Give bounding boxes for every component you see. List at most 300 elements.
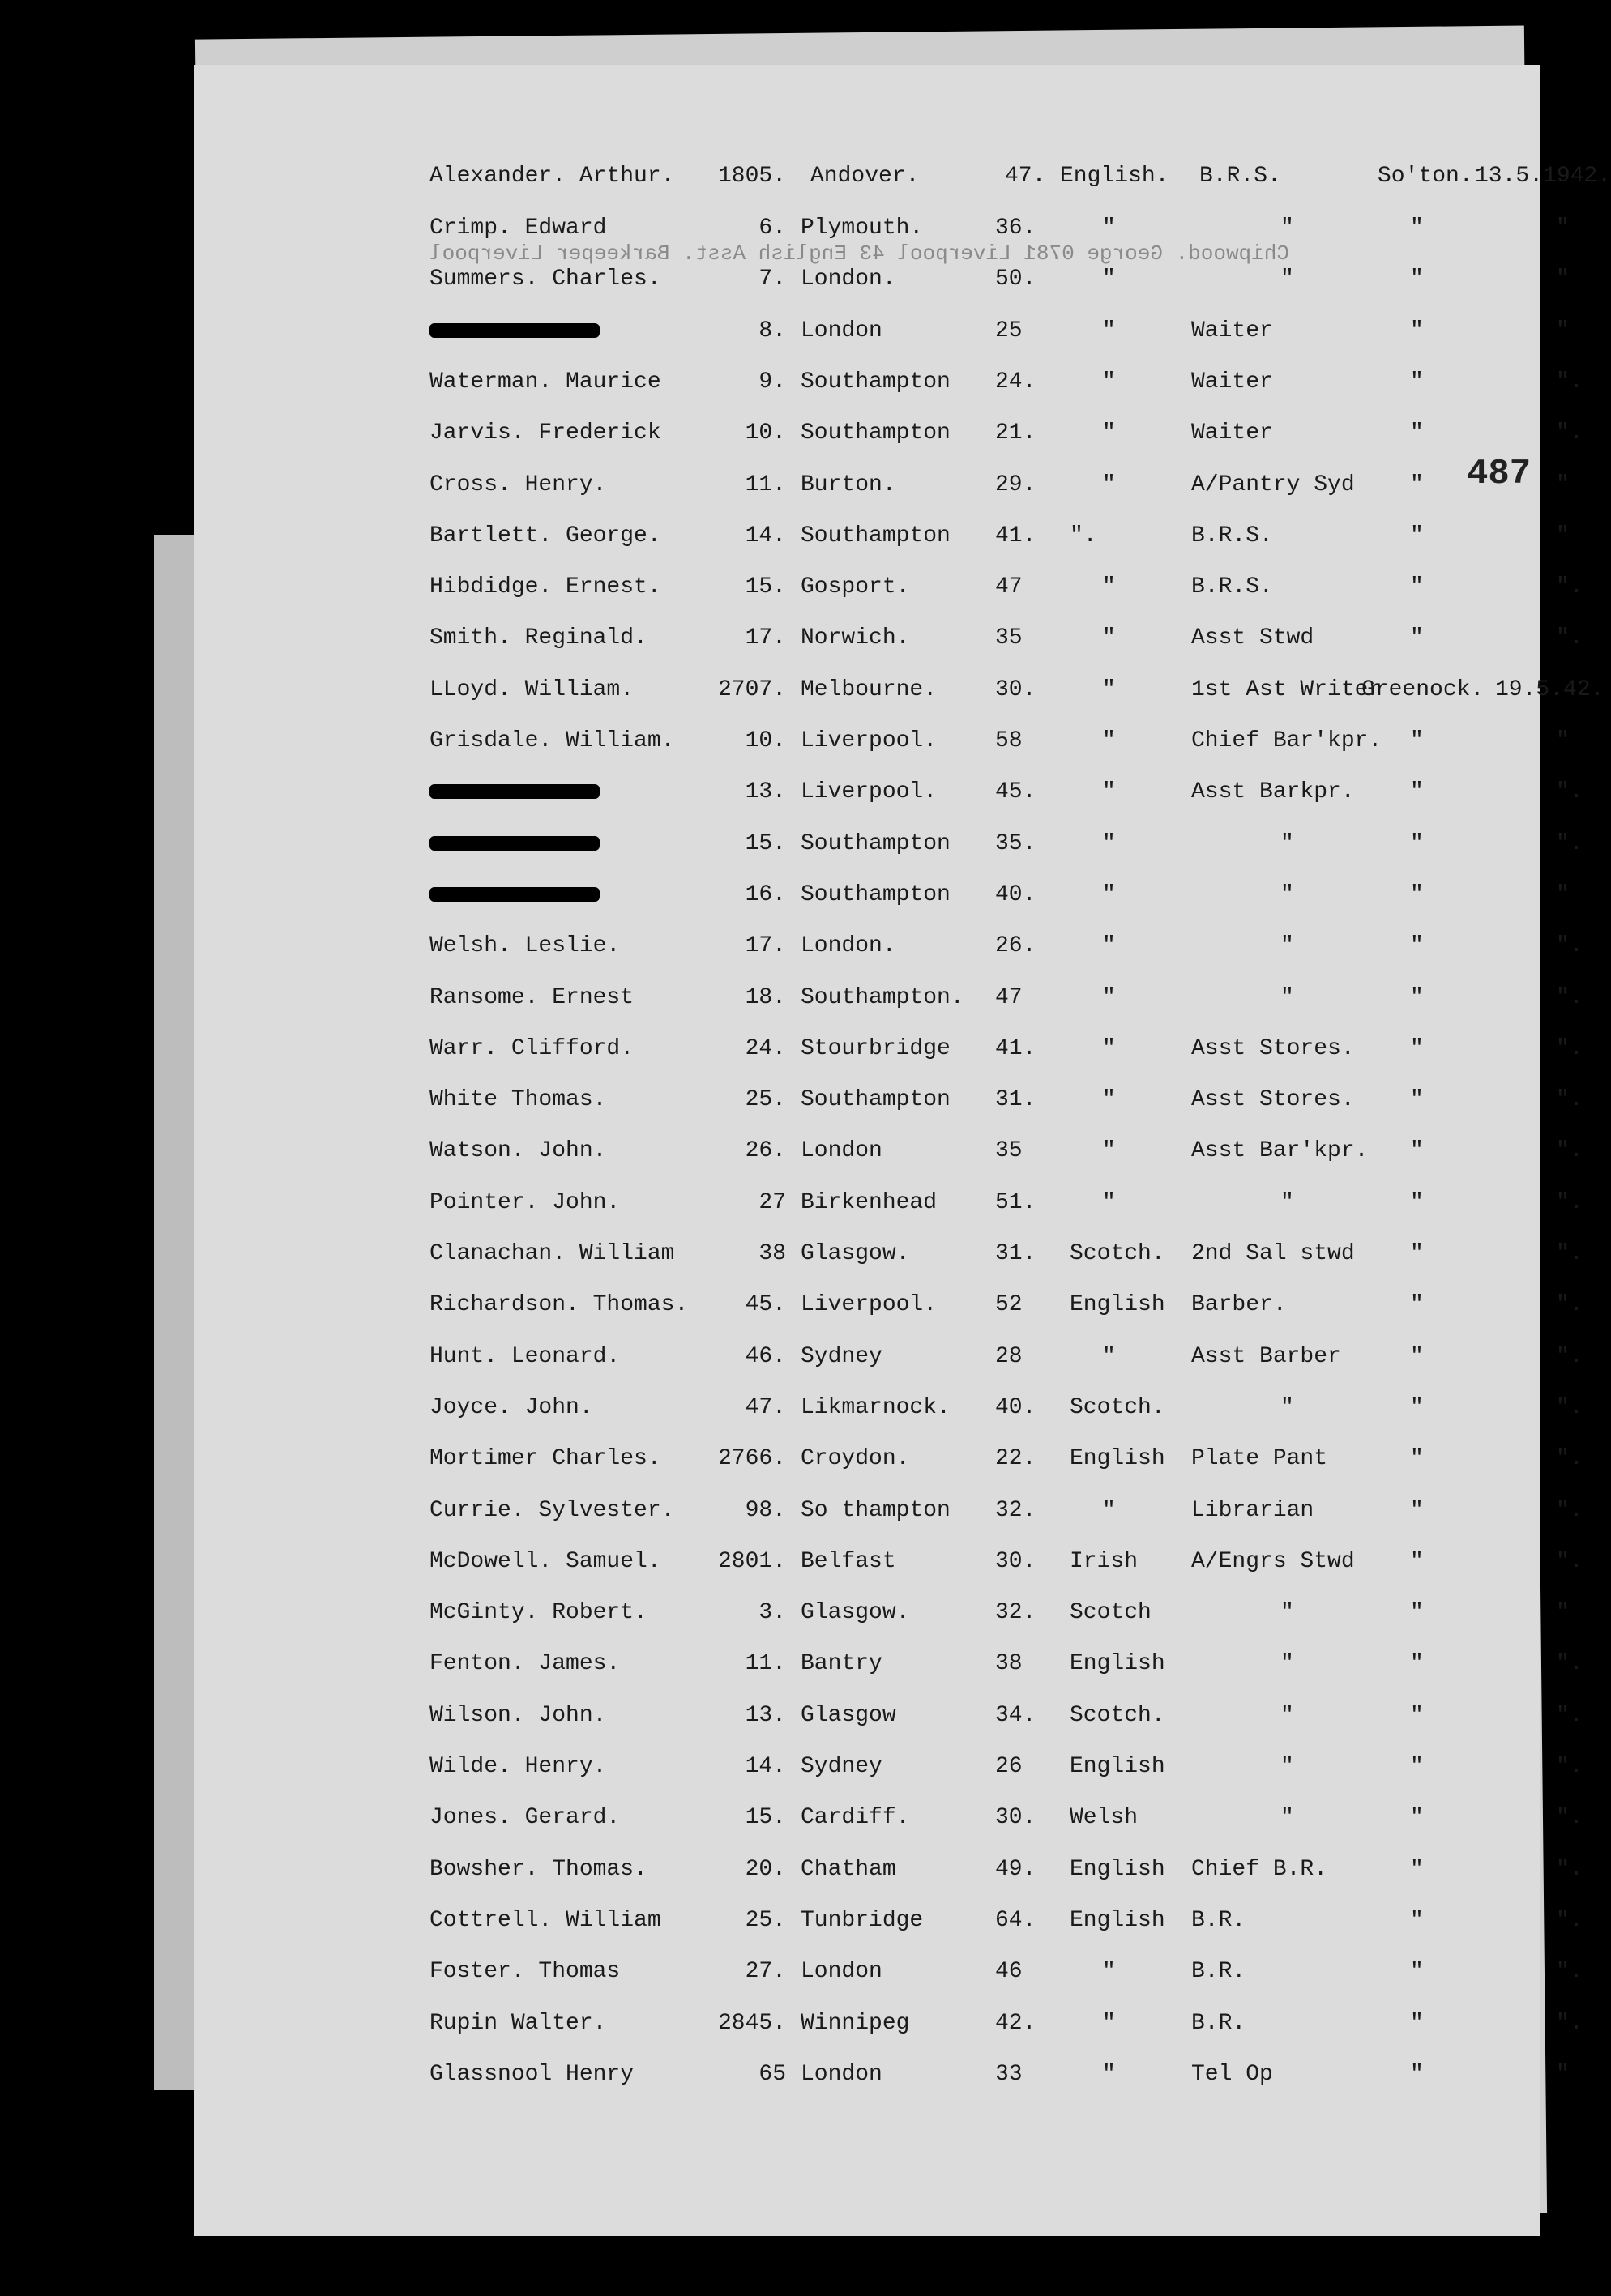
crew-rank: ": [1280, 933, 1294, 958]
crew-age: 25: [995, 318, 1023, 344]
crew-name: [429, 318, 600, 344]
crew-number: 10.: [745, 420, 786, 446]
crew-nationality: ": [1102, 2011, 1116, 2036]
crew-nationality: ".: [1070, 523, 1097, 548]
crew-date: ".: [1556, 1446, 1583, 1471]
crew-rank: Asst Barkpr.: [1191, 779, 1355, 804]
crew-number: 45.: [745, 1292, 786, 1317]
crew-nationality: ": [1102, 369, 1116, 395]
crew-date: ": [1556, 267, 1570, 292]
crew-number: 11.: [745, 472, 786, 497]
crew-date: ".: [1556, 1498, 1583, 1523]
crew-port: ": [1410, 2062, 1424, 2087]
crew-age: 52: [995, 1292, 1023, 1317]
crew-rank: Chief B.R.: [1191, 1857, 1328, 1882]
crew-age: 41.: [995, 1036, 1036, 1061]
crew-number: 2766.: [717, 1446, 786, 1471]
crew-town: Liverpool.: [801, 728, 938, 753]
crew-town: Liverpool.: [801, 779, 938, 804]
crew-nationality: ": [1102, 728, 1116, 753]
crew-date: ".: [1556, 1703, 1583, 1728]
crew-rank: B.R.: [1191, 1959, 1246, 1984]
crew-date: ".: [1556, 1908, 1583, 1933]
crew-rank: ": [1280, 1651, 1294, 1676]
crew-name: Welsh. Leslie.: [429, 933, 621, 958]
crew-town: Sydney: [801, 1344, 882, 1369]
crew-number: 38: [758, 1241, 786, 1266]
crew-rank: A/Pantry Syd: [1191, 472, 1355, 497]
crew-age: 35.: [995, 831, 1036, 856]
crew-name: Ransome. Ernest: [429, 985, 635, 1010]
crew-date: ".: [1556, 1190, 1583, 1215]
crew-nationality: ": [1102, 933, 1116, 958]
crew-town: Glasgow.: [801, 1241, 910, 1266]
crew-town: Southampton: [801, 369, 951, 395]
crew-town: Southampton: [801, 831, 951, 856]
crew-name: Mortimer Charles.: [429, 1446, 661, 1471]
crew-town: Sydney: [801, 1754, 882, 1779]
redaction-mark: [429, 784, 600, 799]
crew-name: [429, 831, 600, 856]
crew-town: London: [801, 318, 882, 344]
crew-date: ".: [1556, 985, 1583, 1010]
crew-port: ": [1410, 574, 1424, 600]
crew-town: Burton.: [801, 472, 896, 497]
crew-age: 35: [995, 625, 1023, 651]
crew-number: 16.: [745, 882, 786, 907]
crew-name: White Thomas.: [429, 1087, 607, 1112]
crew-port: ": [1410, 933, 1424, 958]
crew-port: ": [1410, 318, 1424, 344]
crew-town: Winnipeg: [801, 2011, 910, 2036]
crew-port: ": [1410, 267, 1424, 292]
crew-rank: ": [1280, 1703, 1294, 1728]
crew-date: ": [1556, 318, 1570, 344]
crew-number: 13.: [745, 1703, 786, 1728]
crew-nationality: ": [1102, 318, 1116, 344]
document-page: [194, 65, 1611, 2236]
crew-nationality: Irish: [1070, 1549, 1139, 1574]
crew-port: ": [1410, 1857, 1424, 1882]
crew-nationality: ": [1102, 677, 1116, 702]
crew-number: 13.: [745, 779, 786, 804]
crew-rank: Tel Op: [1191, 2062, 1273, 2087]
crew-date: ".: [1556, 369, 1583, 395]
crew-age: 40.: [995, 882, 1036, 907]
crew-date: ": [1556, 882, 1570, 907]
crew-date: ".: [1556, 1754, 1583, 1779]
crew-number: 17.: [745, 933, 786, 958]
crew-port: ": [1410, 420, 1424, 446]
crew-date: ".: [1556, 1241, 1583, 1266]
crew-age: 40.: [995, 1395, 1036, 1420]
crew-date: ".: [1556, 1959, 1583, 1984]
crew-nationality: Scotch: [1070, 1600, 1152, 1625]
crew-number: 25.: [745, 1908, 786, 1933]
crew-number: 18.: [745, 985, 786, 1010]
crew-date: ".: [1556, 831, 1583, 856]
crew-rank: B.R.: [1191, 1908, 1246, 1933]
crew-number: 2801.: [717, 1549, 786, 1574]
crew-port: ": [1410, 523, 1424, 548]
crew-date: 13.5.1942.: [1475, 164, 1611, 189]
crew-age: 29.: [995, 472, 1036, 497]
crew-date: ".: [1556, 1087, 1583, 1112]
crew-port: ": [1410, 625, 1424, 651]
crew-number: 15.: [745, 574, 786, 600]
crew-port: ": [1410, 1805, 1424, 1830]
crew-rank: Librarian: [1191, 1498, 1314, 1523]
crew-nationality: Scotch.: [1070, 1395, 1165, 1420]
crew-rank: Asst Stores.: [1191, 1087, 1355, 1112]
crew-number: 27.: [745, 1959, 786, 1984]
crew-rank: ": [1280, 1600, 1294, 1625]
redaction-mark: [429, 887, 600, 902]
crew-port: ": [1410, 1087, 1424, 1112]
crew-town: Glasgow.: [801, 1600, 910, 1625]
crew-rank: ": [1280, 267, 1294, 292]
crew-port: ": [1410, 369, 1424, 395]
crew-number: 24.: [745, 1036, 786, 1061]
crew-nationality: ": [1102, 574, 1116, 600]
crew-name: Jarvis. Frederick: [429, 420, 661, 446]
crew-number: 9.: [758, 369, 786, 395]
crew-port: ": [1410, 1651, 1424, 1676]
crew-rank: Waiter: [1191, 420, 1273, 446]
crew-date: ".: [1556, 1138, 1583, 1163]
crew-date: ".: [1556, 1857, 1583, 1882]
crew-nationality: ": [1102, 625, 1116, 651]
crew-nationality: ": [1102, 216, 1116, 241]
crew-town: Chatham: [801, 1857, 896, 1882]
crew-town: Birkenhead: [801, 1190, 938, 1215]
crew-number: 14.: [745, 523, 786, 548]
crew-rank: ": [1280, 831, 1294, 856]
crew-town: Southampton: [801, 523, 951, 548]
crew-name: Cottrell. William: [429, 1908, 661, 1933]
crew-age: 30.: [995, 1549, 1036, 1574]
crew-town: Southampton: [801, 420, 951, 446]
crew-port: ": [1410, 1241, 1424, 1266]
crew-age: 35: [995, 1138, 1023, 1163]
crew-rank: Asst Bar'kpr.: [1191, 1138, 1369, 1163]
crew-port: ": [1410, 1549, 1424, 1574]
crew-nationality: ": [1102, 1138, 1116, 1163]
crew-nationality: ": [1102, 831, 1116, 856]
crew-rank: ": [1280, 1395, 1294, 1420]
crew-town: Belfast: [801, 1549, 896, 1574]
crew-name: Wilson. John.: [429, 1703, 607, 1728]
crew-nationality: ": [1102, 420, 1116, 446]
crew-nationality: ": [1102, 267, 1116, 292]
crew-age: 50.: [995, 267, 1036, 292]
crew-port: ": [1410, 882, 1424, 907]
crew-age: 47.: [1005, 164, 1046, 189]
crew-name: Crimp. Edward: [429, 216, 607, 241]
crew-rank: ": [1280, 882, 1294, 907]
crew-rank: Chief Bar'kpr.: [1191, 728, 1382, 753]
crew-name: Glassnool Henry: [429, 2062, 635, 2087]
crew-port: So'ton.: [1378, 164, 1473, 189]
crew-date: ".: [1556, 1805, 1583, 1830]
crew-port: ": [1410, 779, 1424, 804]
crew-nationality: Scotch.: [1070, 1703, 1165, 1728]
crew-rank: 1st Ast Writer: [1191, 677, 1382, 702]
crew-date: ".: [1556, 2011, 1583, 2036]
crew-name: Bowsher. Thomas.: [429, 1857, 647, 1882]
crew-rank: B.R.S.: [1191, 523, 1273, 548]
crew-rank: ": [1280, 985, 1294, 1010]
crew-town: Croydon.: [801, 1446, 910, 1471]
crew-town: Likmarnock.: [801, 1395, 951, 1420]
crew-nationality: English: [1070, 1754, 1165, 1779]
crew-town: Tunbridge: [801, 1908, 924, 1933]
crew-town: Norwich.: [801, 625, 910, 651]
crew-port: ": [1410, 1138, 1424, 1163]
crew-nationality: ": [1102, 1959, 1116, 1984]
crew-nationality: Welsh: [1070, 1805, 1139, 1830]
crew-town: London.: [801, 267, 896, 292]
crew-port: ": [1410, 728, 1424, 753]
crew-nationality: English: [1070, 1446, 1165, 1471]
crew-date: ".: [1556, 1344, 1583, 1369]
crew-town: Southampton.: [801, 985, 964, 1010]
crew-date: ": [1556, 472, 1570, 497]
crew-age: 31.: [995, 1241, 1036, 1266]
crew-town: So thampton: [801, 1498, 951, 1523]
crew-port: ": [1410, 1908, 1424, 1933]
crew-town: Bantry: [801, 1651, 882, 1676]
crew-date: ".: [1556, 1549, 1583, 1574]
crew-name: Currie. Sylvester.: [429, 1498, 675, 1523]
crew-number: 65: [758, 2062, 786, 2087]
crew-name: Wilde. Henry.: [429, 1754, 607, 1779]
crew-number: 7.: [758, 267, 786, 292]
crew-rank: ": [1280, 1754, 1294, 1779]
crew-date: ": [1556, 216, 1570, 241]
crew-nationality: English.: [1060, 164, 1169, 189]
crew-town: London: [801, 1138, 882, 1163]
crew-port: ": [1410, 2011, 1424, 2036]
redaction-mark: [429, 836, 600, 851]
crew-nationality: English: [1070, 1908, 1165, 1933]
crew-number: 25.: [745, 1087, 786, 1112]
crew-age: 34.: [995, 1703, 1036, 1728]
crew-age: 21.: [995, 420, 1036, 446]
crew-rank: ": [1280, 216, 1294, 241]
crew-name: Smith. Reginald.: [429, 625, 647, 651]
crew-rank: Asst Stwd: [1191, 625, 1314, 651]
crew-rank: A/Engrs Stwd: [1191, 1549, 1355, 1574]
crew-age: 38: [995, 1651, 1023, 1676]
crew-port: ": [1410, 1754, 1424, 1779]
crew-age: 24.: [995, 369, 1036, 395]
crew-name: Warr. Clifford.: [429, 1036, 635, 1061]
crew-name: Grisdale. William.: [429, 728, 675, 753]
crew-port: ": [1410, 1446, 1424, 1471]
crew-name: Alexander. Arthur.: [429, 164, 675, 189]
crew-name: Richardson. Thomas.: [429, 1292, 689, 1317]
crew-number: 14.: [745, 1754, 786, 1779]
crew-nationality: ": [1102, 779, 1116, 804]
crew-nationality: ": [1102, 472, 1116, 497]
crew-age: 64.: [995, 1908, 1036, 1933]
crew-nationality: English: [1070, 1651, 1165, 1676]
crew-name: [429, 779, 600, 804]
crew-age: 42.: [995, 2011, 1036, 2036]
crew-date: ".: [1556, 1651, 1583, 1676]
crew-name: Watson. John.: [429, 1138, 607, 1163]
crew-number: 26.: [745, 1138, 786, 1163]
crew-name: Hibdidge. Ernest.: [429, 574, 661, 600]
crew-rank: ": [1280, 1805, 1294, 1830]
crew-rank: Waiter: [1191, 318, 1273, 344]
crew-date: ".: [1556, 779, 1583, 804]
crew-name: Joyce. John.: [429, 1395, 593, 1420]
crew-name: Fenton. James.: [429, 1651, 621, 1676]
crew-number: 2845.: [717, 2011, 786, 2036]
crew-date: ": [1556, 523, 1570, 548]
crew-number: 15.: [745, 1805, 786, 1830]
crew-age: 45.: [995, 779, 1036, 804]
crew-age: 26: [995, 1754, 1023, 1779]
crew-port: ": [1410, 1703, 1424, 1728]
crew-age: 32.: [995, 1600, 1036, 1625]
crew-port: ": [1410, 216, 1424, 241]
crew-age: 47: [995, 985, 1023, 1010]
crew-nationality: ": [1102, 1190, 1116, 1215]
crew-town: London.: [801, 933, 896, 958]
crew-town: Liverpool.: [801, 1292, 938, 1317]
crew-rank: B.R.S.: [1191, 574, 1273, 600]
crew-port: ": [1410, 1959, 1424, 1984]
crew-number: 15.: [745, 831, 786, 856]
crew-number: 6.: [758, 216, 786, 241]
crew-number: 46.: [745, 1344, 786, 1369]
crew-name: McGinty. Robert.: [429, 1600, 647, 1625]
crew-date: ".: [1556, 574, 1583, 600]
crew-age: 33: [995, 2062, 1023, 2087]
crew-name: Rupin Walter.: [429, 2011, 607, 2036]
crew-nationality: ": [1102, 1087, 1116, 1112]
crew-name: Jones. Gerard.: [429, 1805, 621, 1830]
crew-nationality: ": [1102, 985, 1116, 1010]
crew-nationality: English: [1070, 1857, 1165, 1882]
crew-nationality: English: [1070, 1292, 1165, 1317]
crew-name: Waterman. Maurice: [429, 369, 661, 395]
crew-port: ": [1410, 831, 1424, 856]
crew-date: ".: [1556, 1292, 1583, 1317]
crew-age: 49.: [995, 1857, 1036, 1882]
crew-town: Southampton: [801, 1087, 951, 1112]
crew-date: ".: [1556, 933, 1583, 958]
crew-town: Gosport.: [801, 574, 910, 600]
crew-rank: Asst Barber: [1191, 1344, 1341, 1369]
crew-age: 47: [995, 574, 1023, 600]
crew-town: Melbourne.: [801, 677, 938, 702]
crew-date: ".: [1556, 1036, 1583, 1061]
crew-port: ": [1410, 1190, 1424, 1215]
crew-number: 8.: [758, 318, 786, 344]
crew-number: 3.: [758, 1600, 786, 1625]
crew-nationality: Scotch.: [1070, 1241, 1165, 1266]
crew-town: Glasgow: [801, 1703, 896, 1728]
crew-nationality: ": [1102, 1344, 1116, 1369]
crew-name: Pointer. John.: [429, 1190, 621, 1215]
crew-age: 30.: [995, 1805, 1036, 1830]
crew-rank: Plate Pant: [1191, 1446, 1328, 1471]
crew-town: Cardiff.: [801, 1805, 910, 1830]
crew-port: ": [1410, 1600, 1424, 1625]
crew-name: Hunt. Leonard.: [429, 1344, 621, 1369]
crew-port: ": [1410, 1292, 1424, 1317]
crew-town: Southampton: [801, 882, 951, 907]
crew-town: Plymouth.: [801, 216, 924, 241]
crew-name: Foster. Thomas: [429, 1959, 621, 1984]
crew-name: [429, 882, 600, 907]
crew-port: ": [1410, 985, 1424, 1010]
crew-nationality: ": [1102, 1498, 1116, 1523]
crew-rank: Waiter: [1191, 369, 1273, 395]
crew-port: ": [1410, 1036, 1424, 1061]
crew-age: 51.: [995, 1190, 1036, 1215]
crew-rank: Asst Stores.: [1191, 1036, 1355, 1061]
crew-nationality: ": [1102, 1036, 1116, 1061]
crew-town: London: [801, 1959, 882, 1984]
crew-number: 20.: [745, 1857, 786, 1882]
crew-number: 2707.: [717, 677, 786, 702]
crew-rank: ": [1280, 1190, 1294, 1215]
crew-age: 30.: [995, 677, 1036, 702]
crew-age: 36.: [995, 216, 1036, 241]
crew-town: London: [801, 2062, 882, 2087]
crew-number: 10.: [745, 728, 786, 753]
crew-name: Cross. Henry.: [429, 472, 607, 497]
crew-date: ".: [1556, 1395, 1583, 1420]
crew-port: ": [1410, 1498, 1424, 1523]
crew-name: Clanachan. William: [429, 1241, 675, 1266]
crew-date: ".: [1556, 625, 1583, 651]
crew-age: 28: [995, 1344, 1023, 1369]
crew-date: ".: [1556, 420, 1583, 446]
crew-number: 27: [758, 1190, 786, 1215]
crew-rank: B.R.: [1191, 2011, 1246, 2036]
crew-number: 47.: [745, 1395, 786, 1420]
crew-age: 26.: [995, 933, 1036, 958]
crew-rank: 2nd Sal stwd: [1191, 1241, 1355, 1266]
crew-name: LLoyd. William.: [429, 677, 635, 702]
crew-date: ": [1556, 728, 1570, 753]
crew-date: ": [1556, 2062, 1570, 2087]
crew-number: 98.: [745, 1498, 786, 1523]
crew-number: 1805.: [717, 164, 786, 189]
crew-port: Greenock.: [1361, 677, 1485, 702]
bleed-through-text: Chipwood. George 0781 Liverpool 43 English Asst. Barkeeper Liverpool: [429, 241, 1289, 266]
page-stamp-number: 487: [1467, 454, 1532, 494]
crew-age: 22.: [995, 1446, 1036, 1471]
crew-name: McDowell. Samuel.: [429, 1549, 661, 1574]
crew-name: Bartlett. George.: [429, 523, 661, 548]
crew-age: 31.: [995, 1087, 1036, 1112]
crew-date: 19.5.42.: [1495, 677, 1605, 702]
redaction-mark: [429, 323, 600, 338]
crew-age: 46: [995, 1959, 1023, 1984]
crew-age: 41.: [995, 523, 1036, 548]
crew-port: ": [1410, 1344, 1424, 1369]
crew-port: ": [1410, 472, 1424, 497]
crew-name: Summers. Charles.: [429, 267, 661, 292]
crew-rank: B.R.S.: [1199, 164, 1281, 189]
